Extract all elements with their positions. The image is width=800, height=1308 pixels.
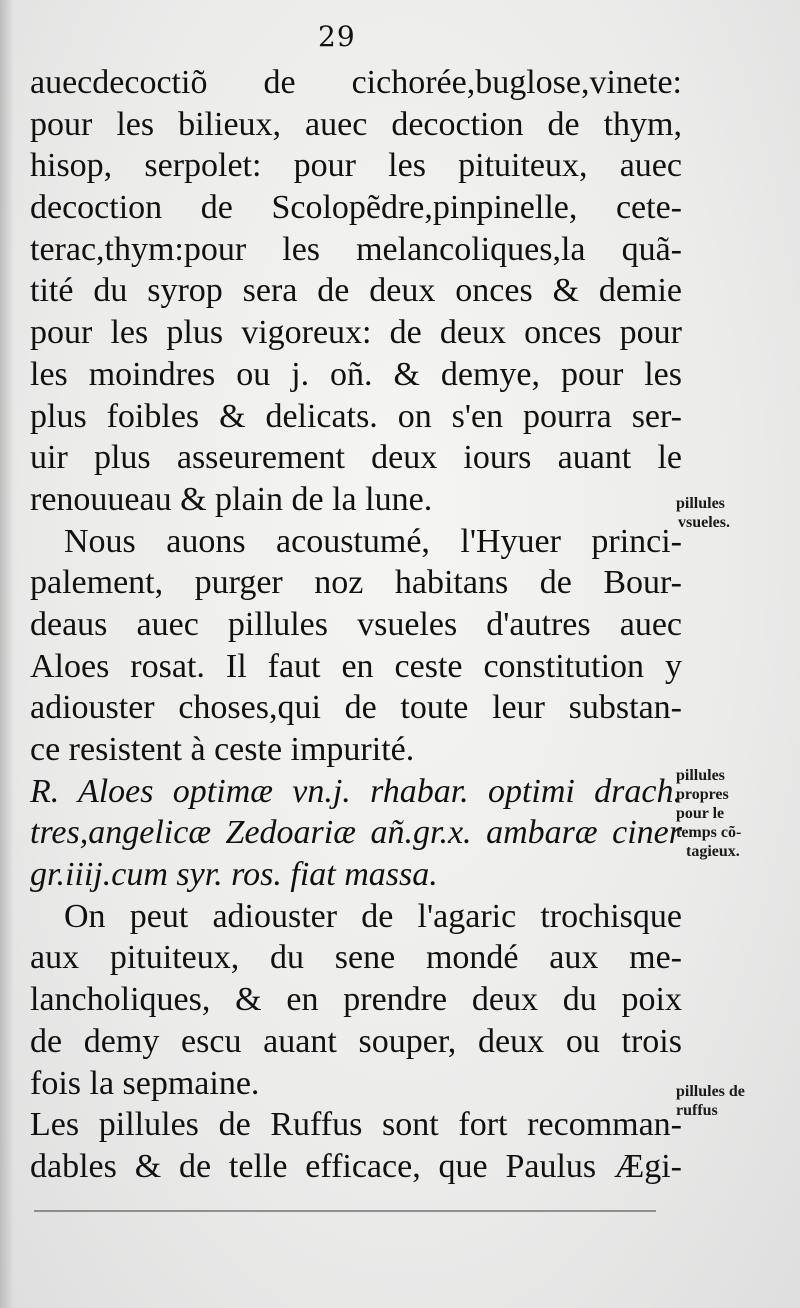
recipe-line: gr.iiij.cum syr. ros. fiat massa. (30, 856, 438, 894)
text-line: adiouster choses,qui de toute leur substan- (30, 689, 682, 727)
margin-note-line: vsueles. (678, 514, 730, 531)
margin-note-pillules-vsueles (676, 494, 796, 532)
margin-note-pillules-propres (676, 766, 796, 861)
body-text (30, 62, 682, 1188)
margin-note-line: tagieux. (686, 843, 740, 860)
text-line: pour les plus vigoreux: de deux onces pour (30, 314, 682, 352)
text-line: plus foibles & delicats. on s'en pourra ser- (30, 397, 682, 435)
text-line: fois la sepmaine. (30, 1064, 260, 1102)
text-line: les moindres ou j. oñ. & demye, pour les (30, 355, 682, 393)
text-line: deaus auec pillules vsueles d'autres auec (30, 605, 682, 643)
page-edge-shadow (0, 0, 14, 1308)
text-line: decoction de Scolopẽdre,pinpinelle, cete- (30, 189, 682, 227)
margin-note-line: ruffus (676, 1102, 718, 1119)
paragraph-start-line: On peut adiouster de l'agaric trochisque (64, 897, 682, 935)
text-line: ce resistent à ceste impurité. (30, 731, 415, 768)
text-line: terac,thym:pour les melancoliques,la quã- (30, 230, 682, 268)
bottom-rule (34, 1210, 656, 1212)
text-line: tité du syrop sera de deux onces & demie (30, 272, 682, 310)
text-line: hisop, serpolet: pour les pituiteux, auec (30, 147, 682, 185)
text-line: auecdecoctiõ de cichorée,buglose,vinete: (30, 64, 682, 101)
margin-note-line: pour le (676, 805, 725, 822)
text-line: de demy escu auant souper, deux ou trois (30, 1022, 682, 1060)
text-line: uir plus asseurement deux iours auant le (30, 439, 682, 477)
text-line: dables & de telle efficace, que Paulus Ægi- (30, 1147, 682, 1185)
text-line: Les pillules de Ruffus sont fort recomman- (30, 1106, 682, 1144)
text-line: aux pituiteux, du sene mondé aux me- (30, 939, 682, 977)
paragraph-start-line: Nous auons acoustumé, l'Hyuer princi- (64, 522, 682, 560)
text-line: Aloes rosat. Il faut en ceste constitution y (30, 647, 682, 685)
margin-note-line: propres (676, 786, 729, 803)
recipe-line: tres,angelicæ Zedoariæ añ.gr.x. ambaræ ciner (30, 814, 682, 852)
margin-note-line: pillules (676, 767, 725, 784)
text-line: renouueau & plain de la lune. (30, 480, 433, 518)
page-number: 29 (318, 20, 356, 53)
text-line: palement, purger noz habitans de Bour- (30, 564, 682, 602)
margin-note-line: pillules (676, 495, 725, 512)
margin-note-line: temps cõ- (676, 824, 742, 841)
margin-note-line: pillules de (676, 1083, 745, 1100)
recipe-line: R. Aloes optimæ vn.j. rhabar. optimi drach. (30, 772, 682, 810)
margin-note-pillules-ruffus (676, 1082, 796, 1120)
text-line: pour les bilieux, auec decoction de thym, (30, 105, 682, 143)
text-line: lancholiques, & en prendre deux du poix (30, 981, 682, 1019)
